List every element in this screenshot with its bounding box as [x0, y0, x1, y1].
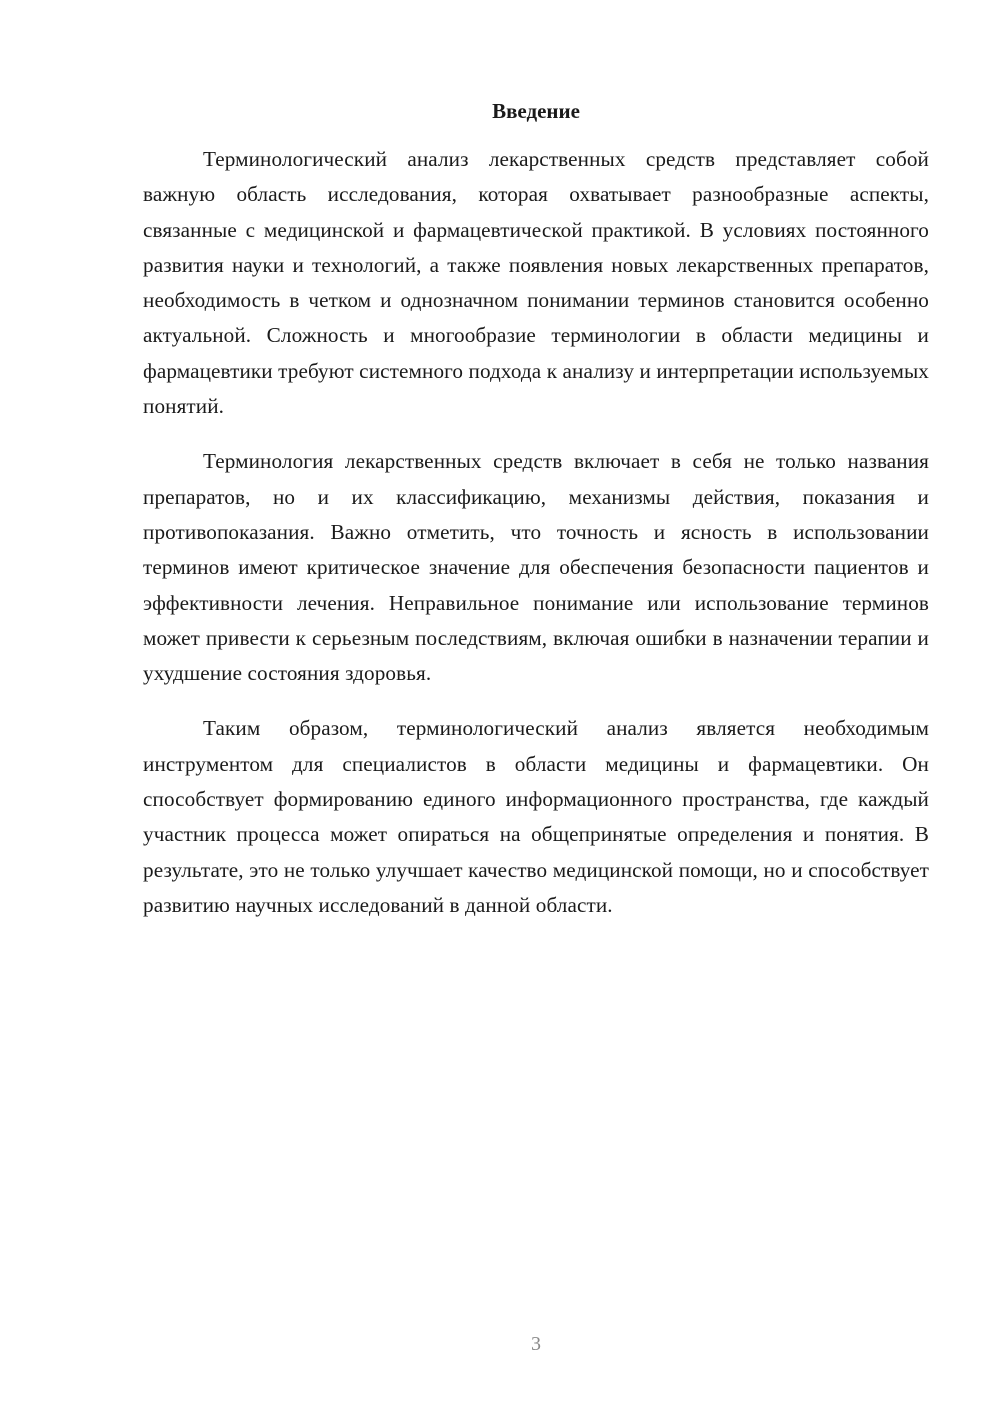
- page-number: 3: [531, 1333, 541, 1355]
- paragraph-2: Терминология лекарственных средств включает в себя не только названия препаратов, но и их классификацию, механизмы действия, показания и противопоказания. Важно отметить, что точность и ясность в использовании терминов имеют критическое значение для обеспечения безопасности пациентов и эффективности лечения. Неправильное понимание или использование терминов может привести к серьезным последствиям, включая ошибки в назначении терапии и ухудшение состояния здоровья.: [143, 449, 929, 686]
- body-text: [143, 142, 929, 943]
- paragraph-1: Терминологический анализ лекарственных средств представляет собой важную область исследования, которая охватывает разнообразные аспекты, связанные с медицинской и фармацевтической практикой. В условиях постоянного развития науки и технологий, а также появления новых лекарственных препаратов, необходимость в четком и однозначном понимании терминов становится особенно актуальной. Сложность и многообразие терминологии в области медицины и фармацевтики требуют системного подхода к анализу и интерпретации используемых понятий.: [143, 147, 929, 419]
- paragraph-3: Таким образом, терминологический анализ является необходимым инструментом для специалистов в области медицины и фармацевтики. Он способствует формированию единого информационного пространства, где каждый участник процесса может опираться на общепринятые определения и понятия. В результате, это не только улучшает качество медицинской помощи, но и способствует развитию научных исследований в данной области.: [143, 716, 929, 917]
- section-heading: Введение: [492, 99, 580, 123]
